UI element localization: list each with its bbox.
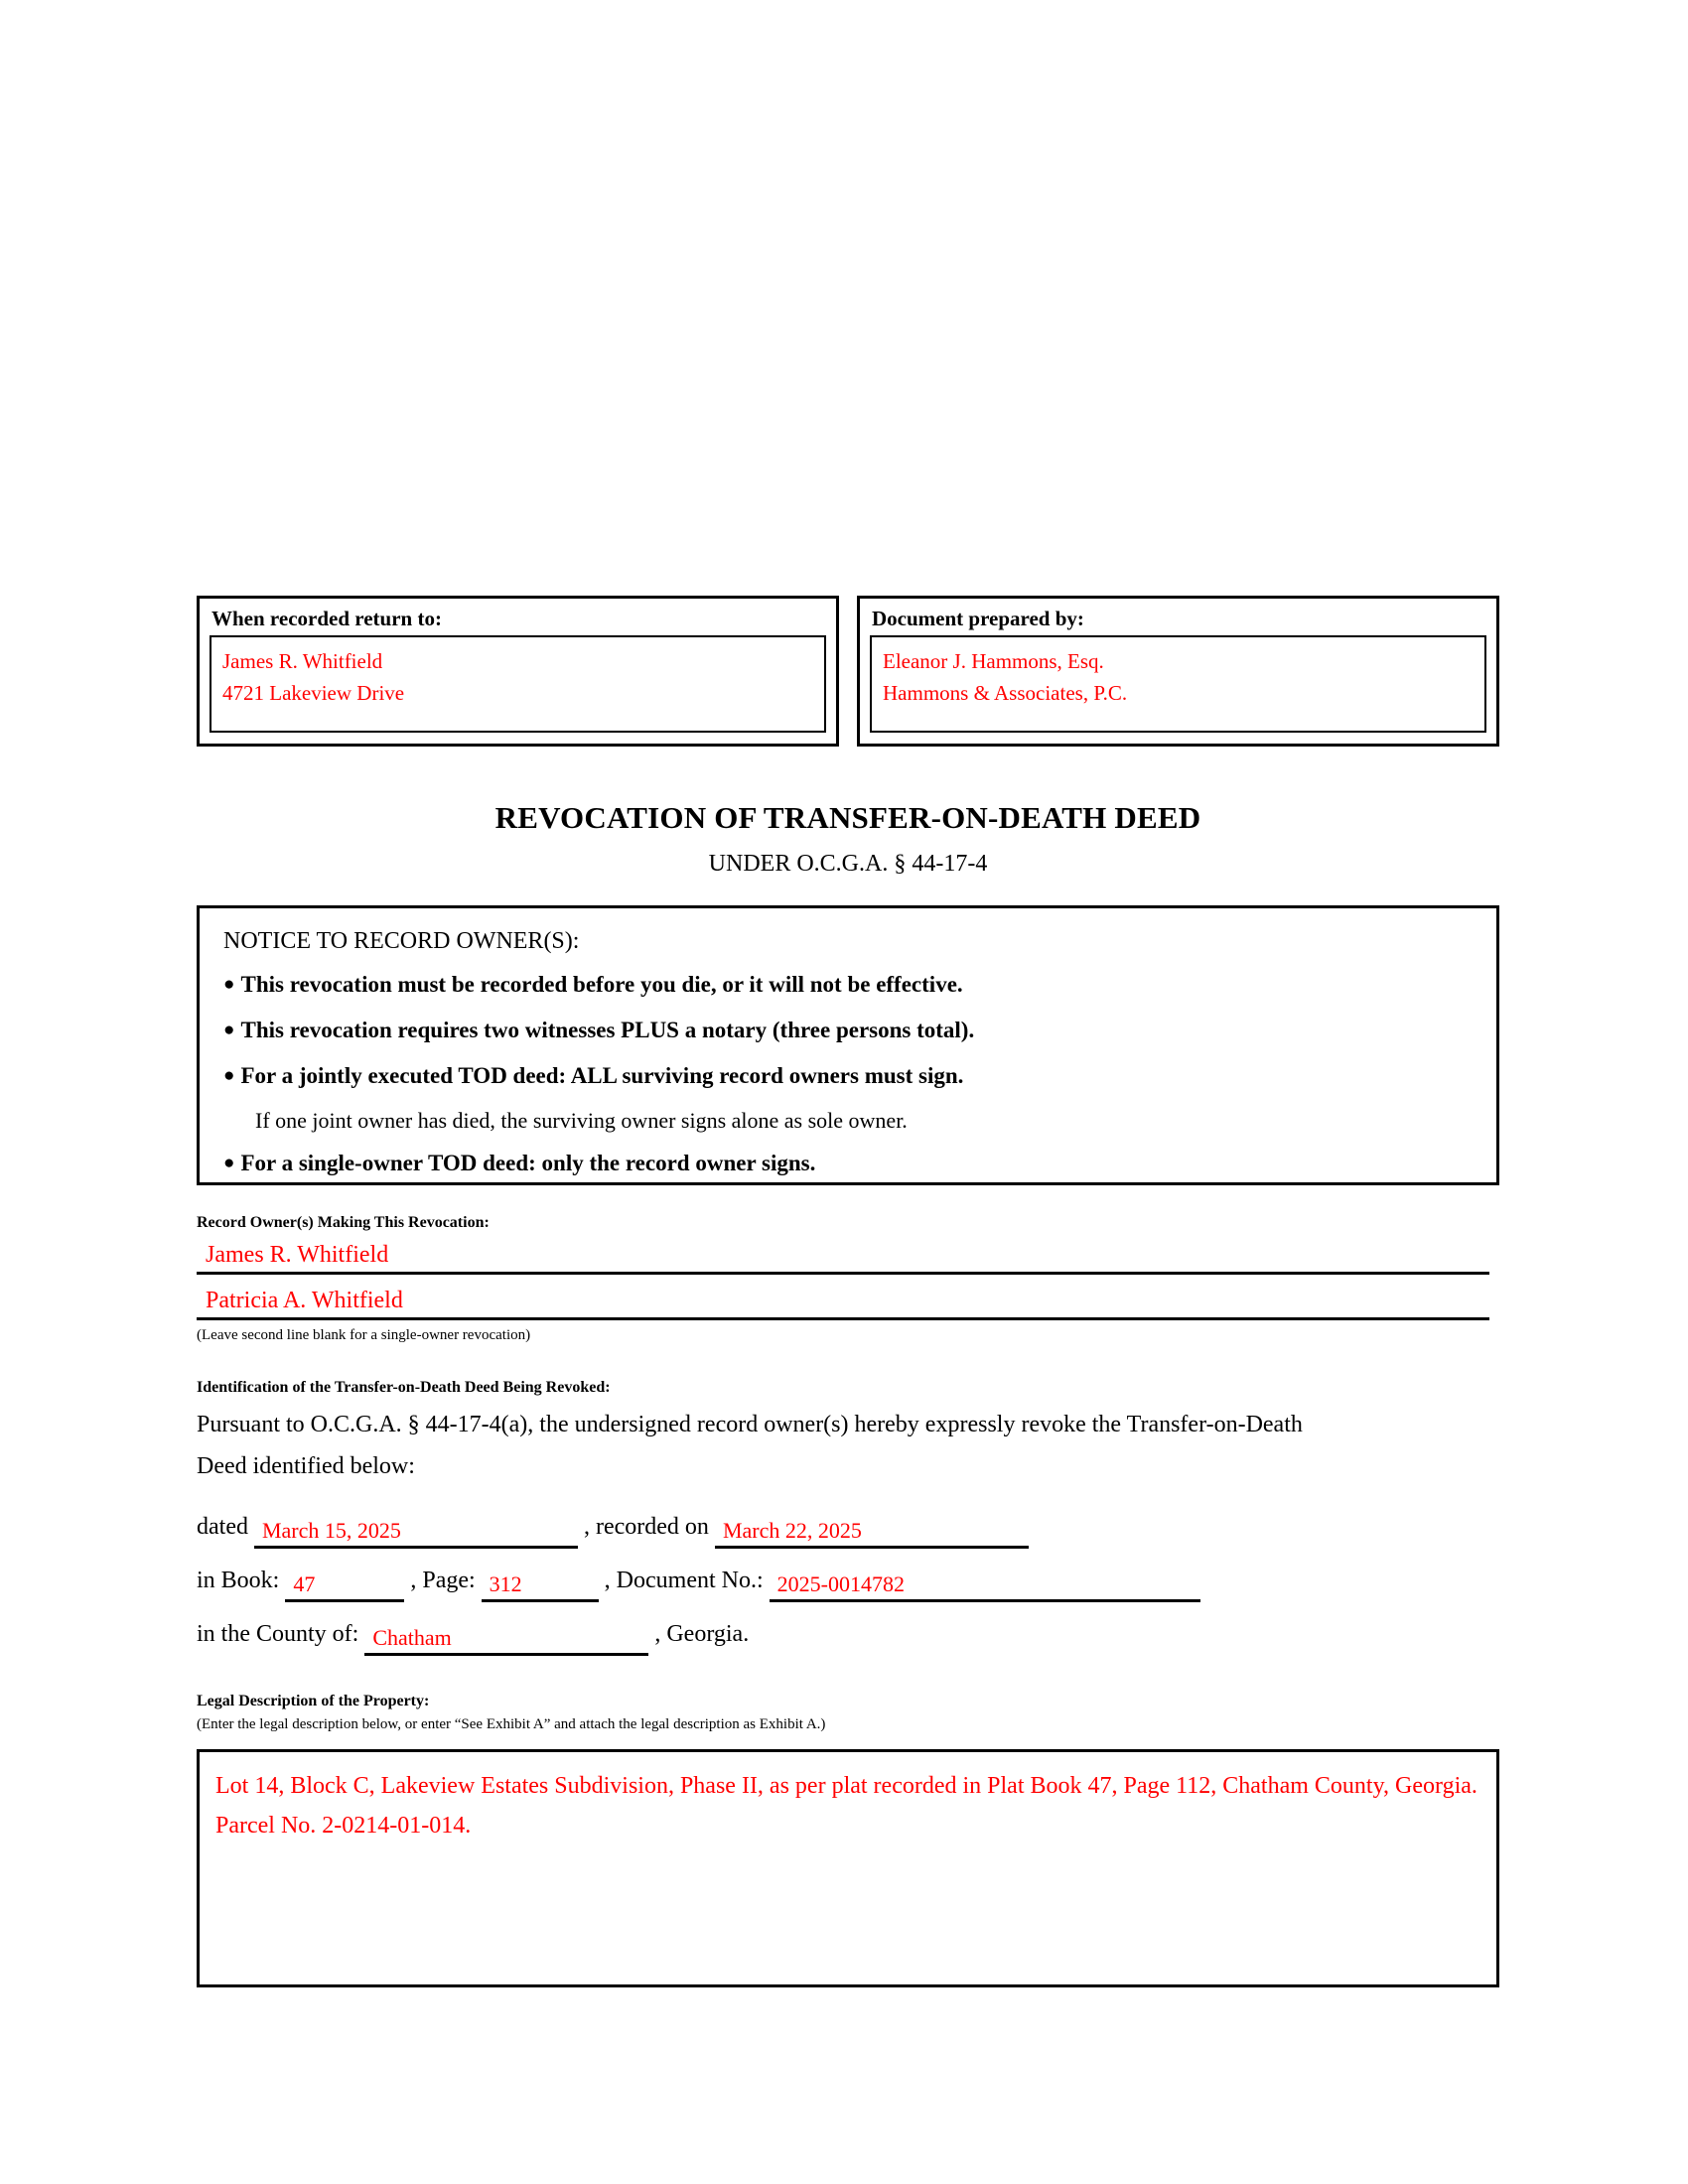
owner-line-note: (Leave second line blank for a single-owner revocation): [197, 1327, 531, 1343]
bullet-icon: ●: [223, 974, 235, 995]
bullet-icon: ●: [223, 1153, 235, 1173]
state-suffix: , Georgia.: [654, 1621, 750, 1647]
notice-item-2: [223, 1009, 1477, 1054]
document-page: [197, 0, 1499, 2184]
document-no-input[interactable]: [770, 1563, 1200, 1602]
prepared-by-label: Document prepared by:: [872, 607, 1084, 630]
identification-paragraph: [197, 1404, 1499, 1487]
prepared-by-line-1: Eleanor J. Hammons, Esq.: [883, 649, 1104, 673]
book-value: 47: [293, 1571, 316, 1596]
recorded-on-input[interactable]: [715, 1509, 1029, 1549]
book-input[interactable]: [285, 1563, 404, 1602]
dated-value: March 15, 2025: [261, 1518, 401, 1543]
notice-heading: NOTICE TO RECORD OWNER(S):: [223, 928, 580, 954]
owner-name-2: Patricia A. Whitfield: [206, 1288, 403, 1313]
bullet-icon: ●: [223, 1065, 235, 1086]
page-label: , Page:: [410, 1568, 476, 1593]
book-page-document-row: [197, 1559, 1499, 1602]
page-value: 312: [489, 1571, 522, 1596]
county-value: Chatham: [372, 1625, 452, 1650]
legal-description-label: Legal Description of the Property:: [197, 1693, 430, 1709]
recorded-on-label: , recorded on: [583, 1514, 709, 1540]
notice-item-3-text: For a jointly executed TOD deed: ALL surviving record owners must sign.: [240, 1063, 964, 1088]
notice-item-4-text: For a single-owner TOD deed: only the record owner signs.: [240, 1151, 816, 1175]
prepared-by-line-2: Hammons & Associates, P.C.: [883, 681, 1128, 705]
return-to-label: When recorded return to:: [211, 607, 442, 630]
notice-item-3: [223, 1054, 1477, 1100]
header-boxes: [197, 596, 1499, 747]
owner-name-1: James R. Whitfield: [206, 1242, 389, 1268]
document-no-value: 2025-0014782: [776, 1571, 905, 1596]
return-to-box: [197, 596, 839, 747]
document-no-label: , Document No.:: [604, 1568, 764, 1593]
county-input[interactable]: [364, 1616, 648, 1656]
dated-input[interactable]: [254, 1509, 578, 1549]
return-to-field[interactable]: [210, 635, 826, 733]
legal-description-text: Lot 14, Block C, Lakeview Estates Subdivision, Phase II, as per plat recorded in Plat Book 47, Page 112, Chatham County, Georgia. Parcel No. 2-0214-01-014.: [215, 1773, 1477, 1839]
book-label: in Book:: [197, 1568, 280, 1593]
owner-name-line-1[interactable]: [197, 1239, 1489, 1275]
page-input[interactable]: [482, 1563, 599, 1602]
owner-name-line-2[interactable]: [197, 1285, 1489, 1320]
identification-label: Identification of the Transfer-on-Death Deed Being Revoked:: [197, 1379, 611, 1396]
notice-sub-note: If one joint owner has died, the surviving owner signs alone as sole owner.: [255, 1108, 908, 1133]
notice-box: [197, 905, 1499, 1185]
county-row: [197, 1612, 1499, 1656]
page-title: REVOCATION OF TRANSFER-ON-DEATH DEED: [494, 800, 1201, 835]
record-owners-label: Record Owner(s) Making This Revocation:: [197, 1214, 490, 1231]
dated-recorded-row: [197, 1505, 1499, 1549]
legal-description-box[interactable]: [197, 1749, 1499, 1987]
prepared-by-field[interactable]: [870, 635, 1486, 733]
bullet-icon: ●: [223, 1020, 235, 1040]
identification-paragraph-line-2: Deed identified below:: [197, 1453, 415, 1479]
recorded-on-value: March 22, 2025: [722, 1518, 862, 1543]
legal-description-note: (Enter the legal description below, or enter “See Exhibit A” and attach the legal description as Exhibit A.): [197, 1716, 826, 1732]
notice-item-2-text: This revocation requires two witnesses PLUS a notary (three persons total).: [240, 1018, 975, 1042]
return-to-line-1: James R. Whitfield: [222, 649, 383, 673]
notice-item-1-text: This revocation must be recorded before you die, or it will not be effective.: [240, 972, 963, 997]
county-label: in the County of:: [197, 1621, 359, 1647]
notice-item-4: [223, 1142, 1477, 1187]
prepared-by-box: [857, 596, 1499, 747]
dated-label: dated: [197, 1514, 248, 1540]
identification-paragraph-line-1: Pursuant to O.C.G.A. § 44-17-4(a), the undersigned record owner(s) hereby expressly revoke the Transfer-on-Death: [197, 1412, 1303, 1437]
notice-item-1: [223, 963, 1477, 1009]
return-to-line-2: 4721 Lakeview Drive: [222, 681, 405, 705]
page-subtitle: UNDER O.C.G.A. § 44-17-4: [708, 851, 988, 877]
